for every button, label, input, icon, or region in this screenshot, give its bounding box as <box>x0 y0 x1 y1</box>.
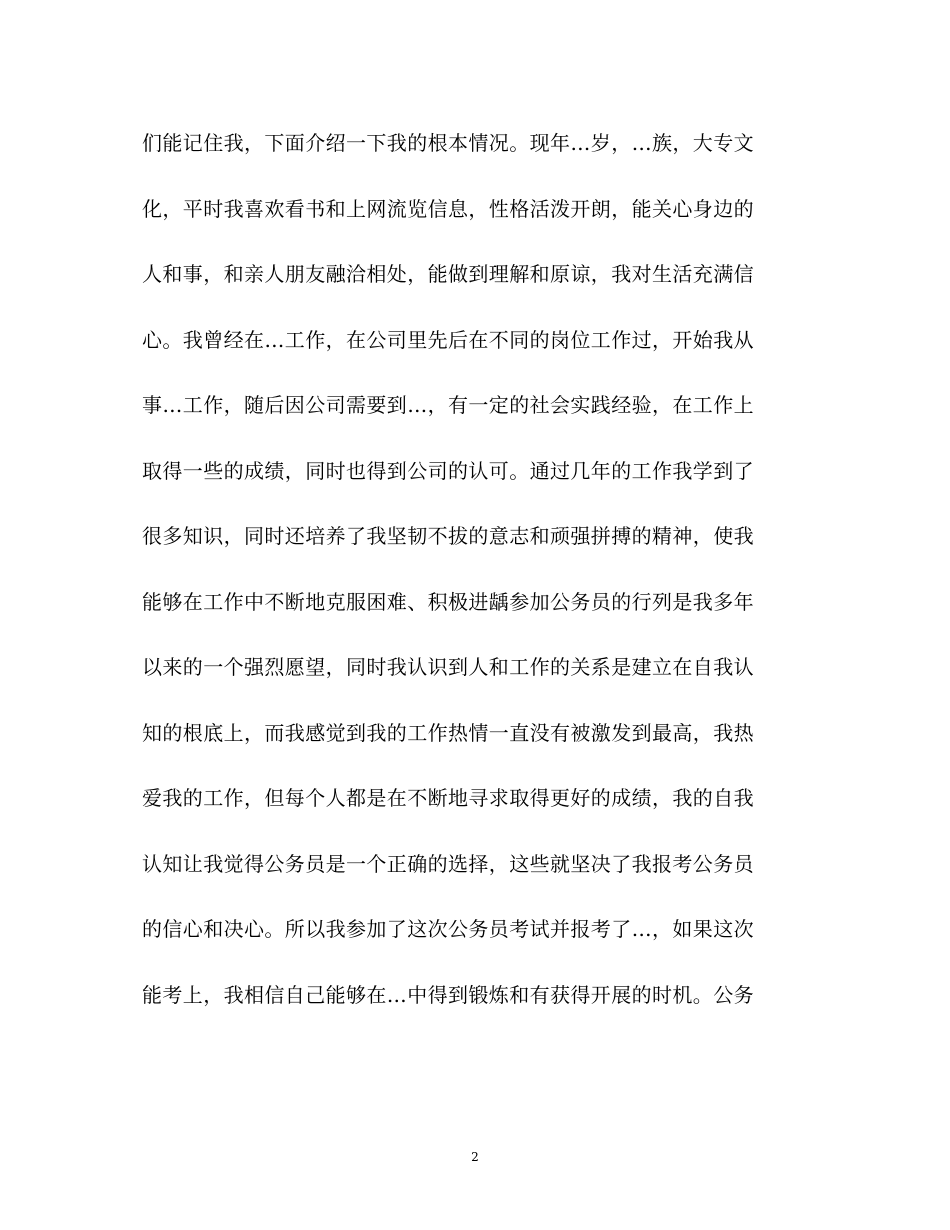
text-line: 爱我的工作，但每个人都是在不断地寻求取得更好的成绩，我的自我 <box>142 786 754 810</box>
page-number: 2 <box>471 1150 479 1164</box>
text-line: 人和事，和亲人朋友融洽相处，能做到理解和原谅，我对生活充满信 <box>142 262 754 286</box>
text-line: 取得一些的成绩，同时也得到公司的认可。通过几年的工作我学到了 <box>142 458 754 483</box>
text-line: 认知让我觉得公务员是一个正确的选择，这些就坚决了我报考公务员 <box>142 851 754 876</box>
text-line: 事…工作，随后因公司需要到…，有一定的社会实践经验，在工作上 <box>142 393 754 417</box>
text-line: 的信心和决心。所以我参加了这次公务员考试并报考了…，如果这次 <box>142 917 754 941</box>
text-line: 能够在工作中不断地克服困难、积极进龋参加公务员的行列是我多年 <box>142 589 754 614</box>
text-line: 们能记住我，下面介绍一下我的根本情况。现年…岁，…族，大专文 <box>142 131 754 155</box>
text-line: 很多知识，同时还培养了我坚韧不拔的意志和顽强拼搏的精神，使我 <box>142 524 754 548</box>
text-line: 化，平时我喜欢看书和上网流览信息，性格活泼开朗，能关心身边的 <box>142 196 754 221</box>
text-line: 心。我曾经在…工作，在公司里先后在不同的岗位工作过，开始我从 <box>142 327 754 352</box>
text-line: 能考上，我相信自己能够在…中得到锻炼和有获得开展的时机。公务 <box>142 982 754 1007</box>
text-line: 以来的一个强烈愿望，同时我认识到人和工作的关系是建立在自我认 <box>142 655 754 679</box>
body-text <box>142 122 812 1039</box>
text-line: 知的根底上，而我感觉到我的工作热情一直没有被激发到最高，我热 <box>142 720 754 745</box>
